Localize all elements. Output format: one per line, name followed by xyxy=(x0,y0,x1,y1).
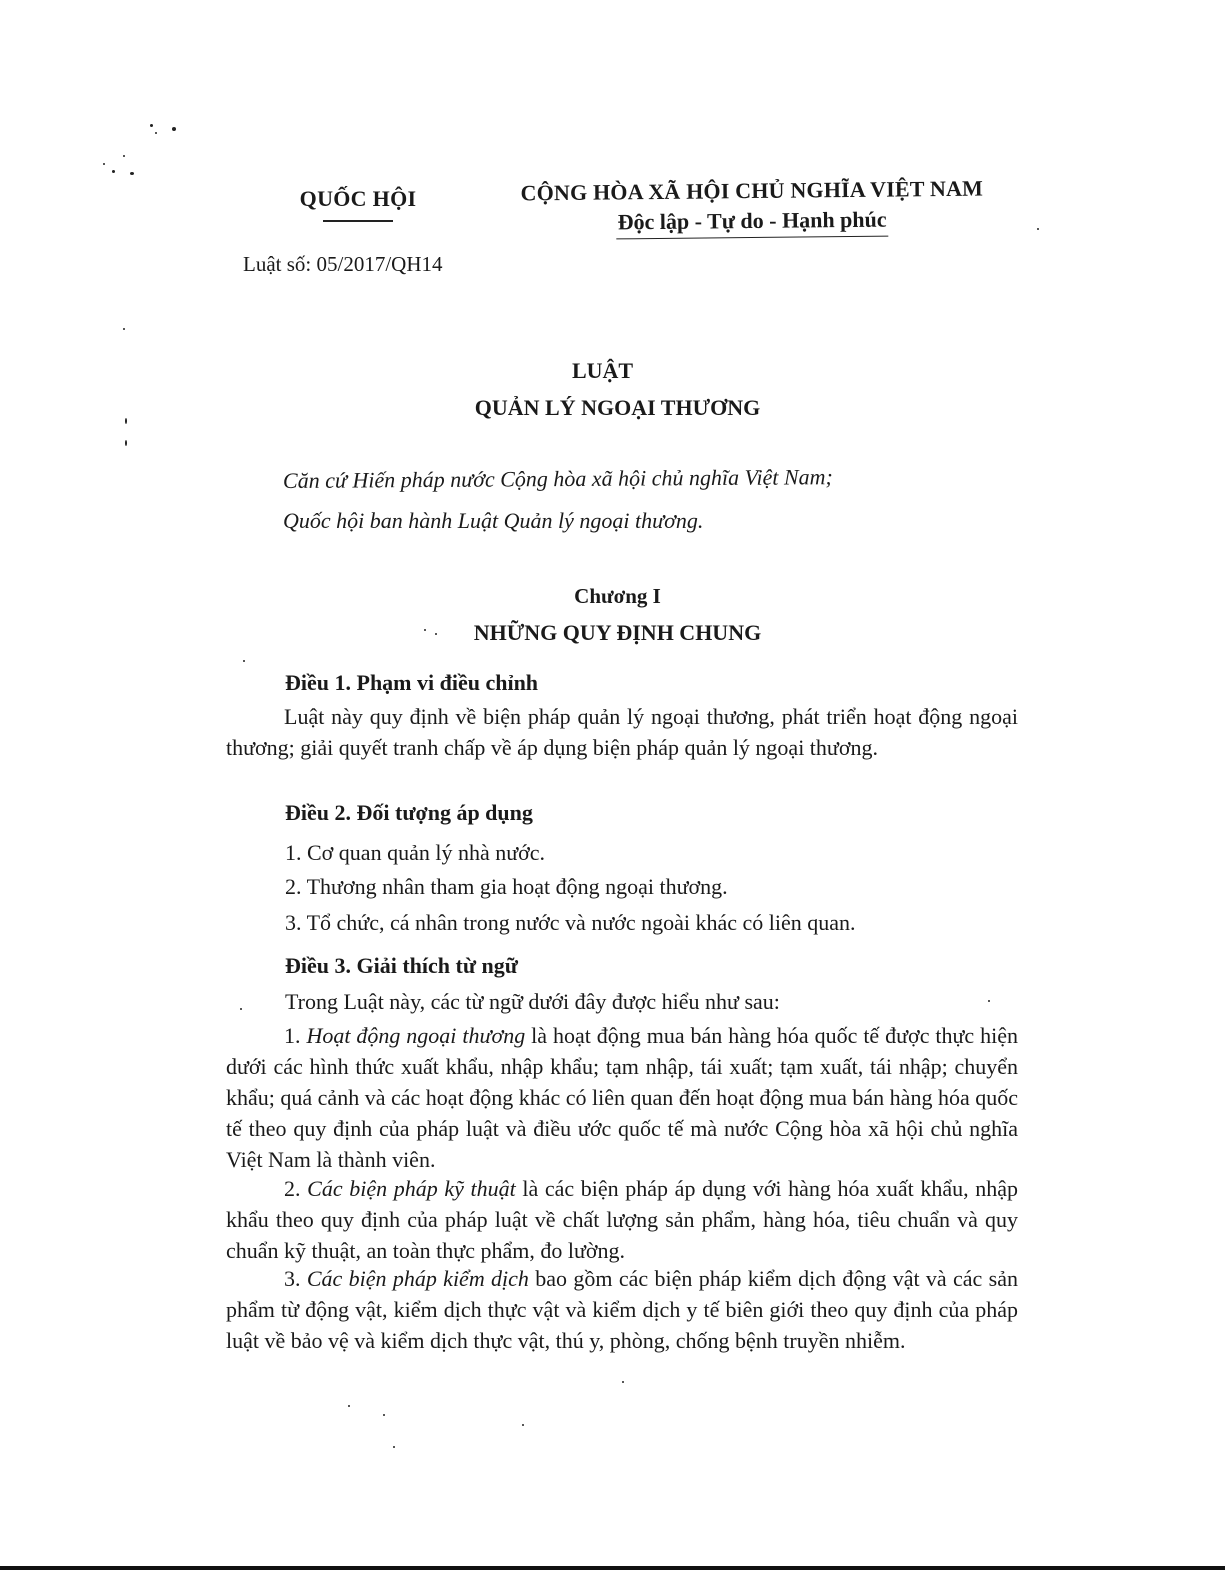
scan-speck xyxy=(988,1000,990,1002)
definition-1 xyxy=(226,1020,1018,1175)
scan-speck xyxy=(172,127,176,131)
scan-speck xyxy=(243,660,245,662)
definition-number: 1. xyxy=(284,1023,301,1048)
scan-speck xyxy=(125,440,127,446)
law-number: Luật số: 05/2017/QH14 xyxy=(243,252,443,276)
article-2-heading: Điều 2. Đối tượng áp dụng xyxy=(285,800,533,825)
definition-number: 2. xyxy=(284,1176,301,1201)
scan-bottom-edge xyxy=(0,1566,1225,1570)
scan-speck xyxy=(393,1446,395,1448)
preamble-line-2: Quốc hội ban hành Luật Quản lý ngoại thương. xyxy=(283,508,704,533)
scan-speck xyxy=(348,1405,350,1407)
national-heading xyxy=(512,175,993,240)
definition-text: là hoạt động mua bán hàng hóa quốc tế được thực hiện dưới các hình thức xuất khẩu, nhập khẩu; tạm nhập, tái xuất; tạm xuất, tái nhập; chuyển khẩu; quá cảnh và các hoạt động khác có liên quan đến hoạt động mua bán hàng hóa quốc tế theo quy định của pháp luật và điều ước quốc tế mà nước Cộng hòa xã hội chủ nghĩa Việt Nam là thành viên. xyxy=(226,1023,1019,1172)
scan-speck xyxy=(112,170,115,173)
scan-speck xyxy=(1037,228,1039,230)
scan-speck xyxy=(383,1414,385,1416)
definition-paragraph xyxy=(226,1173,1018,1266)
law-title: QUẢN LÝ NGOẠI THƯƠNG xyxy=(474,395,761,420)
issuer-name: QUỐC HỘI xyxy=(299,186,417,211)
article-2-item: 1. Cơ quan quản lý nhà nước. xyxy=(285,840,546,865)
scan-speck xyxy=(522,1424,524,1426)
chapter-label: Chương I xyxy=(574,584,661,608)
article-1-body xyxy=(226,701,1018,763)
scan-speck xyxy=(622,1381,624,1383)
article-3-heading: Điều 3. Giải thích từ ngữ xyxy=(285,953,518,978)
issuer-underline xyxy=(323,220,393,222)
article-2-item: 2. Thương nhân tham gia hoạt động ngoại thương. xyxy=(285,874,728,899)
article-1-text: Luật này quy định về biện pháp quản lý ngoại thương, phát triển hoạt động ngoại thương; giải quyết tranh chấp về áp dụng biện pháp quản lý ngoại thương. xyxy=(226,704,1018,760)
scan-speck xyxy=(240,1008,242,1010)
scan-speck xyxy=(130,172,134,175)
nation-name: CỘNG HÒA XÃ HỘI CHỦ NGHĨA VIỆT NAM xyxy=(520,175,984,206)
article-2-item: 3. Tổ chức, cá nhân trong nước và nước ngoài khác có liên quan. xyxy=(285,910,856,935)
defined-term: Các biện pháp kỹ thuật xyxy=(307,1176,516,1201)
national-motto: Độc lập - Tự do - Hạnh phúc xyxy=(616,207,889,240)
scan-speck xyxy=(103,163,105,165)
issuer-block xyxy=(293,186,423,222)
definition-text: là các biện pháp áp dụng với hàng hóa xuất khẩu, nhập khẩu theo quy định của pháp luật về chất lượng sản phẩm, hàng hóa, tiêu chuẩn và quy chuẩn kỹ thuật, an toàn thực phẩm, đo lường. xyxy=(226,1176,1019,1263)
definition-number: 3. xyxy=(284,1266,301,1291)
scan-speck xyxy=(123,328,125,330)
definition-2 xyxy=(226,1173,1018,1266)
definition-paragraph xyxy=(226,1263,1018,1356)
preamble-line-1: Căn cứ Hiến pháp nước Cộng hòa xã hội chủ nghĩa Việt Nam; xyxy=(282,464,833,493)
definition-text: bao gồm các biện pháp kiểm dịch động vật và các sản phẩm từ động vật, kiểm dịch thực vật và kiểm dịch y tế biên giới theo quy định của pháp luật về bảo vệ và kiểm dịch thực vật, thú y, phòng, chống bệnh truyền nhiễm. xyxy=(226,1266,1018,1353)
defined-term: Các biện pháp kiểm dịch xyxy=(306,1266,529,1291)
scan-speck xyxy=(150,124,153,127)
article-1-heading: Điều 1. Phạm vi điều chỉnh xyxy=(285,670,539,695)
definition-paragraph xyxy=(226,1020,1018,1175)
article-3-intro: Trong Luật này, các từ ngữ dưới đây được hiểu như sau: xyxy=(285,989,780,1014)
scan-speck xyxy=(123,155,125,157)
scan-speck xyxy=(155,132,157,134)
chapter-name: NHỮNG QUY ĐỊNH CHUNG xyxy=(473,620,762,645)
document-type-title: LUẬT xyxy=(571,358,634,383)
defined-term: Hoạt động ngoại thương xyxy=(306,1023,526,1048)
definition-3 xyxy=(226,1263,1018,1356)
